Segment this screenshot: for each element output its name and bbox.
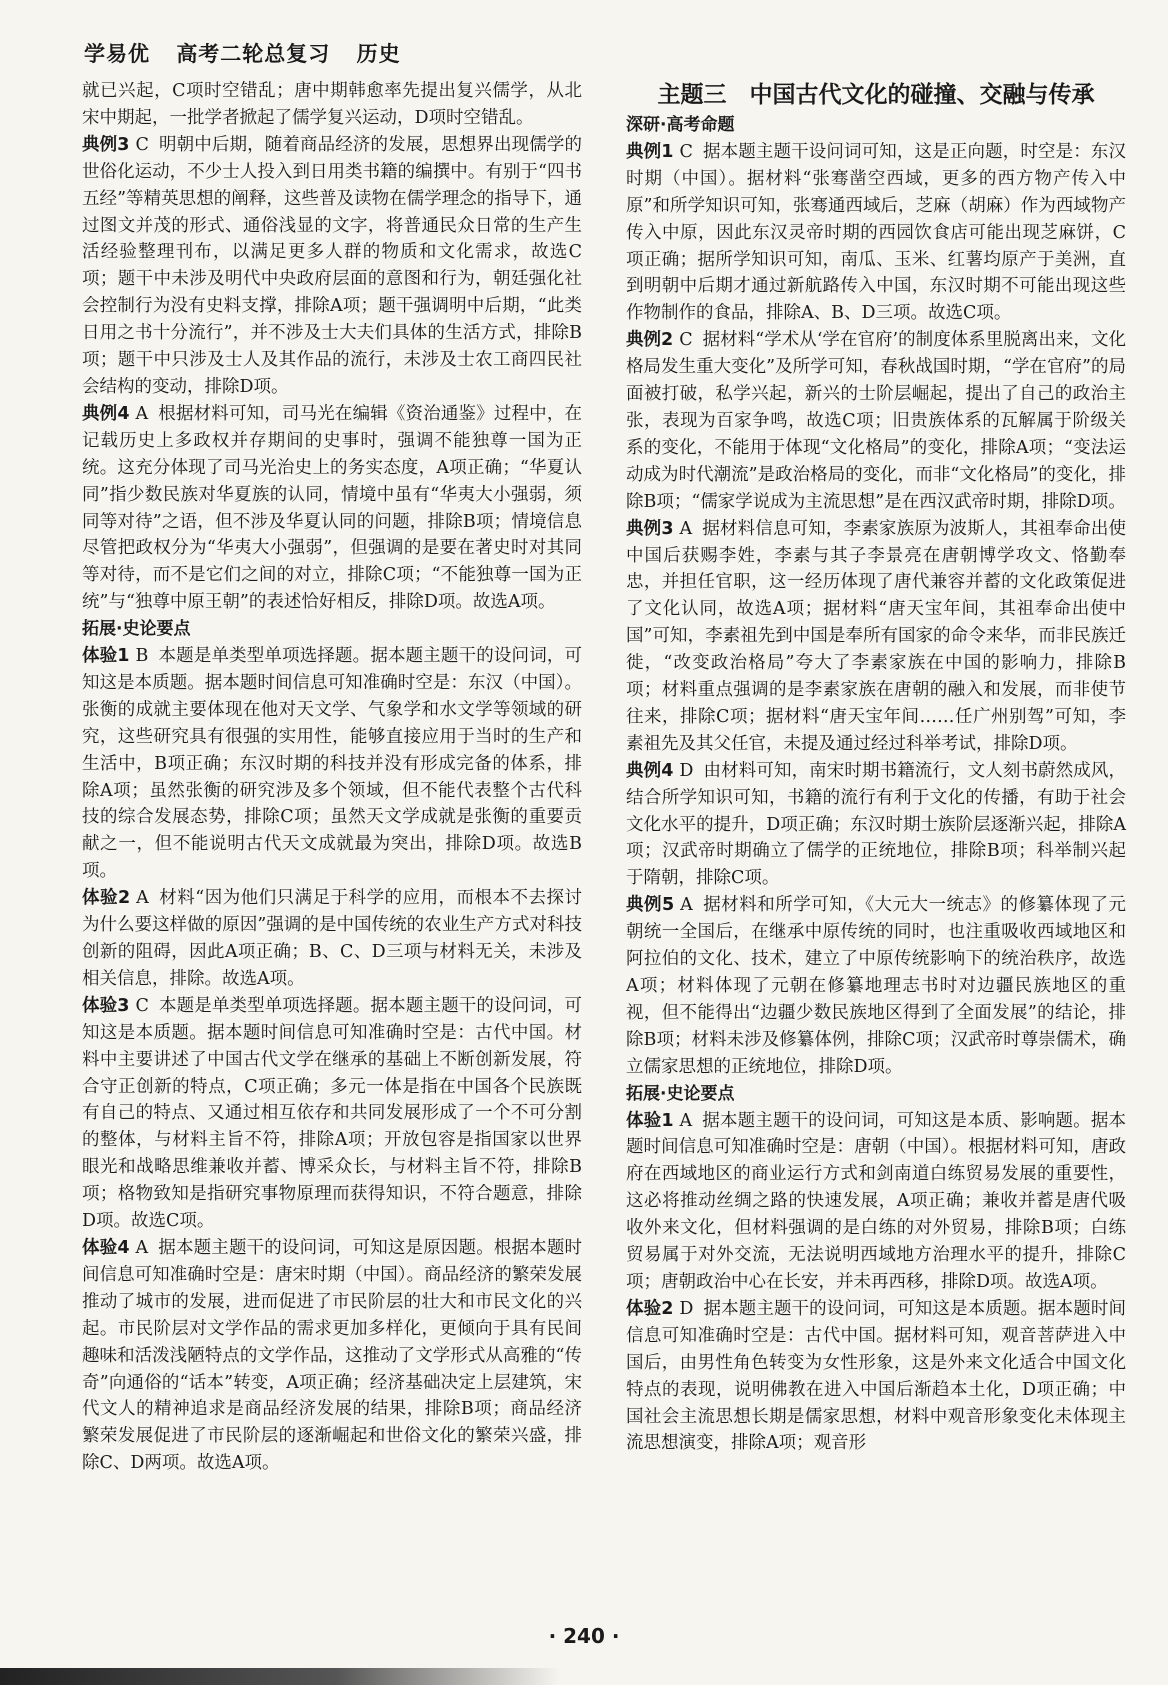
example-label: 典例3	[626, 518, 674, 539]
practice-label: 体验2	[626, 1298, 674, 1319]
example-answer: C	[679, 330, 693, 351]
example-label: 典例4	[82, 403, 130, 424]
practice-explanation: 据本题主题干的设问词，可知这是本质题。据本题时间信息可知准确时空是：古代中国。据材料可知，观音菩萨进入中国后，由男性角色转变为女性形象，这是外来文化适合中国文化特点的表现，说明佛教在进入中国后渐趋本土化，D项正确；中国社会主流思想长期是儒家思想，材料中观音形象变化未体现主流思想演变，排除A项；观音形	[626, 1298, 1126, 1454]
practice-item-2	[626, 1296, 1126, 1457]
example-label: 典例5	[626, 895, 675, 916]
example-answer: C	[679, 141, 693, 162]
book-series: 高考二轮总复习	[176, 42, 331, 66]
example-label: 典例1	[626, 141, 674, 162]
example-answer: A	[679, 518, 693, 539]
example-explanation: 据材料信息可知，李素家族原为波斯人，其祖奉命出使中国后获赐李姓，李素与其子李景亮在唐朝博学攻文、恪勤奉忠，并担任官职，这一经历体现了唐代兼容并蓄的文化政策促进了文化认同，故选A项；据材料“唐天宝年间，其祖奉命出使中国”可知，李素祖先到中国是奉所有国家的命令来华，而非民族迁徙，“改变政治格局”夸大了李素家族在中国的影响力，排除B项；材料重点强调的是李素家族在唐朝的融入和发展，而非使节往来，排除C项；据材料“唐天宝年间……任广州别驾”可知，李素祖先及其父任官，未提及通过经过科举考试，排除D项。	[626, 518, 1126, 754]
practice-explanation: 据本题主题干的设问词，可知这是本质、影响题。据本题时间信息可知准确时空是：唐朝（中国）。根据材料可知，唐政府在西域地区的商业运行方式和剑南道白练贸易发展的重要性，这必将推动丝绸之路的快速发展，A项正确；兼收并蓄是唐代吸收外来文化，但材料强调的是白练的对外贸易，排除B项；白练贸易属于对外交流，无法说明西域地方治理水平的提升，排除C项；唐朝政治中心在长安，并未再西移，排除D项。故选A项。	[626, 1110, 1126, 1292]
example-answer: D	[679, 760, 694, 781]
page-number: · 240 ·	[548, 1624, 620, 1648]
practice-label: 体验1	[626, 1110, 674, 1131]
example-explanation: 明朝中后期，随着商品经济的发展，思想界出现儒学的世俗化运动，不少士人投入到日用类书籍的编撰中。有别于“四书五经”等精英思想的阐释，这些普及读物在儒学理念的指导下，通过图文并茂的形式、通俗浅显的文字，将普通民众日常的生产生活经验整理刊布，以满足更多人群的物质和文化需求，故选C项；题干中未涉及明代中央政府层面的意图和行为，朝廷强化社会控制行为没有史料支撑，排除A项；题干强调明中后期，“此类日用之书十分流行”，并不涉及士大夫们具体的生活方式，排除B项；题干中只涉及士人及其作品的流行，未涉及士农工商四民社会结构的变动，排除D项。	[82, 134, 583, 397]
left-column	[82, 78, 582, 1477]
subject-name: 历史	[356, 42, 401, 66]
practice-item-2	[82, 885, 582, 993]
practice-answer: A	[136, 888, 149, 909]
practice-answer: D	[679, 1298, 694, 1319]
example-item-4	[626, 758, 1126, 893]
practice-label: 体验2	[82, 888, 131, 909]
practice-explanation: 本题是单类型单项选择题。据本题主题干的设问词，可知这是本质题。据本题时间信息可知准确时空是：古代中国。材料中主要讲述了中国古代文学在继承的基础上不断创新发展，符合守正创新的特点，C项正确；多元一体是指在中国各个民族既有自己的特点、又通过相互依存和共同发展形成了一个不可分割的整体，与材料主旨不符，排除A项；开放包容是指国家以世界眼光和战略思维兼收并蓄、博采众长，与材料主旨不符，排除B项；格物致知是指研究事物原理而获得知识，不符合题意，排除D项。故选C项。	[82, 995, 583, 1232]
example-answer: A	[680, 895, 693, 916]
example-answer: A	[135, 403, 149, 424]
example-label: 典例4	[626, 760, 674, 781]
example-explanation: 据材料“学术从‘学在官府’的制度体系里脱离出来，文化格局发生重大变化”及所学可知，春秋战国时期，“学在官府”的局面被打破，私学兴起，新兴的士阶层崛起，提出了自己的政治主张，表现为百家争鸣，故选C项；旧贵族体系的瓦解属于阶级关系的变化，不能用于体现“文化格局”的变化，排除A项；“变法运动成为时代潮流”是政治格局的变化，而非“文化格局”的变化，排除B项；“儒家学说成为主流思想”是在西汉武帝时期，排除D项。	[626, 330, 1126, 512]
bottom-scan-edge	[0, 1668, 560, 1685]
practice-explanation: 据本题主题干的设问词，可知这是原因题。根据本题时间信息可知准确时空是：唐宋时期（中国）。商品经济的繁荣发展推动了城市的发展，进而促进了市民阶层的壮大和市民文化的兴起。市民阶层对文学作品的需求更加多样化，更倾向于具有民间趣味和活泼浅陋特点的文学作品，这推动了文学形式从高雅的“传奇”向通俗的“话本”转变，A项正确；经济基础决定上层建筑，宋代文人的精神追求是商品经济发展的结果，排除B项；商品经济繁荣发展促进了市民阶层的逐渐崛起和世俗文化的繁荣兴盛，排除C、D两项。故选A项。	[82, 1237, 582, 1474]
example-explanation: 根据材料可知，司马光在编辑《资治通鉴》过程中，在记载历史上多政权并存期间的史事时，强调不能独尊一国为正统。这充分体现了司马光治史上的务实态度，A项正确；“华夏认同”指少数民族对华夏族的认同，情境中虽有“华夷大小强弱，须同等对待”之语，但不涉及华夏认同的问题，排除B项；情境信息尽管把政权分为“华夷大小强弱”，但强调的是要在著史时对其同等对待，而不是它们之间的对立，排除C项；“不能独尊一国为正统”与“独尊中原王朝”的表述恰好相反，排除D项。故选A项。	[82, 403, 582, 613]
practice-item-3	[82, 993, 582, 1235]
practice-answer: B	[135, 646, 149, 667]
practice-label: 体验4	[82, 1237, 130, 1258]
practice-answer: A	[135, 1237, 149, 1258]
example-label: 典例3	[82, 134, 130, 155]
practice-item-1	[82, 643, 582, 885]
example-label: 典例2	[626, 330, 674, 351]
section-heading-research: 深研·高考命题	[626, 115, 735, 135]
practice-explanation: 材料“因为他们只满足于科学的应用，而根本不去探讨为什么要这样做的原因”强调的是中国传统的农业生产方式对科技创新的阻碍，因此A项正确；B、C、D三项与材料无关，未涉及相关信息，排除。故选A项。	[82, 888, 582, 989]
example-answer: C	[135, 134, 149, 155]
theme-title: 主题三 中国古代文化的碰撞、交融与传承	[657, 82, 1095, 108]
example-explanation: 据本题主题干设问词可知，这是正向题，时空是：东汉时期（中国）。据材料“张骞凿空西域，更多的西方物产传入中原”和所学知识可知，张骞通西域后，芝麻（胡麻）作为西域物产传入中原，因此东汉灵帝时期的西园饮食店可能出现芝麻饼，C项正确；据所学知识可知，南瓜、玉米、红薯均原产于美洲，直到明朝中后期才通过新航路传入中国，东汉时期不可能出现这些作物制作的食品，排除A、B、D三项。故选C项。	[626, 141, 1127, 324]
example-item-1	[626, 139, 1126, 327]
example-explanation: 据材料和所学可知，《大元大一统志》的修纂体现了元朝统一全国后，在继承中原传统的同时，也注重吸收西域地区和阿拉伯的文化、技术，建立了中原传统影响下的统治秩序，故选A项；材料体现了元朝在修纂地理志书时对边疆民族地区的重视，但不能得出“边疆少数民族地区得到了全面发展”的结论，排除B项；材料未涉及修纂体例，排除C项；汉武帝时尊崇儒术，确立儒家思想的正统地位，排除D项。	[626, 895, 1126, 1077]
example-item-3	[626, 516, 1126, 758]
right-column	[626, 78, 1126, 1457]
page-header	[84, 38, 419, 68]
left-intro-text: 就已兴起，C项时空错乱；唐中期韩愈率先提出复兴儒学，从北宋中期起，一批学者掀起了儒学复兴运动，D项时空错乱。	[82, 81, 582, 128]
section-heading-expansion: 拓展·史论要点	[82, 619, 191, 640]
example-item-5	[626, 892, 1126, 1080]
practice-explanation: 本题是单类型单项选择题。据本题主题干的设问词，可知这是本质题。据本题时间信息可知准确时空是：东汉（中国）。张衡的成就主要体现在他对天文学、气象学和水文学等领域的研究，这些研究具有很强的实用性，能够直接应用于当时的生产和生活中，B项正确；东汉时期的科技并没有形成完备的体系，排除A项；虽然张衡的研究涉及多个领域，但不能代表整个古代科技的综合发展态势，排除C项；虽然天文学成就是张衡的重要贡献之一，但不能说明古代天文成就最为突出，排除D项。故选B项。	[82, 646, 582, 882]
practice-item-1	[626, 1108, 1126, 1296]
brand-name: 学易优	[84, 42, 150, 66]
practice-label: 体验1	[82, 646, 130, 667]
example-item-4	[82, 401, 582, 616]
practice-label: 体验3	[82, 995, 130, 1016]
example-explanation: 由材料可知，南宋时期书籍流行，文人刻书蔚然成风，结合所学知识可知，书籍的流行有利于文化的传播，有助于社会文化水平的提升，D项正确；东汉时期士族阶层逐渐兴起，排除A项；汉武帝时期确立了儒学的正统地位，排除B项；科举制兴起于隋朝，排除C项。	[626, 760, 1126, 889]
practice-item-4	[82, 1235, 582, 1477]
practice-answer: A	[679, 1110, 693, 1131]
example-item-3	[82, 132, 582, 401]
section-heading-expansion: 拓展·史论要点	[626, 1083, 735, 1104]
example-item-2	[626, 327, 1126, 515]
practice-answer: C	[135, 995, 149, 1016]
